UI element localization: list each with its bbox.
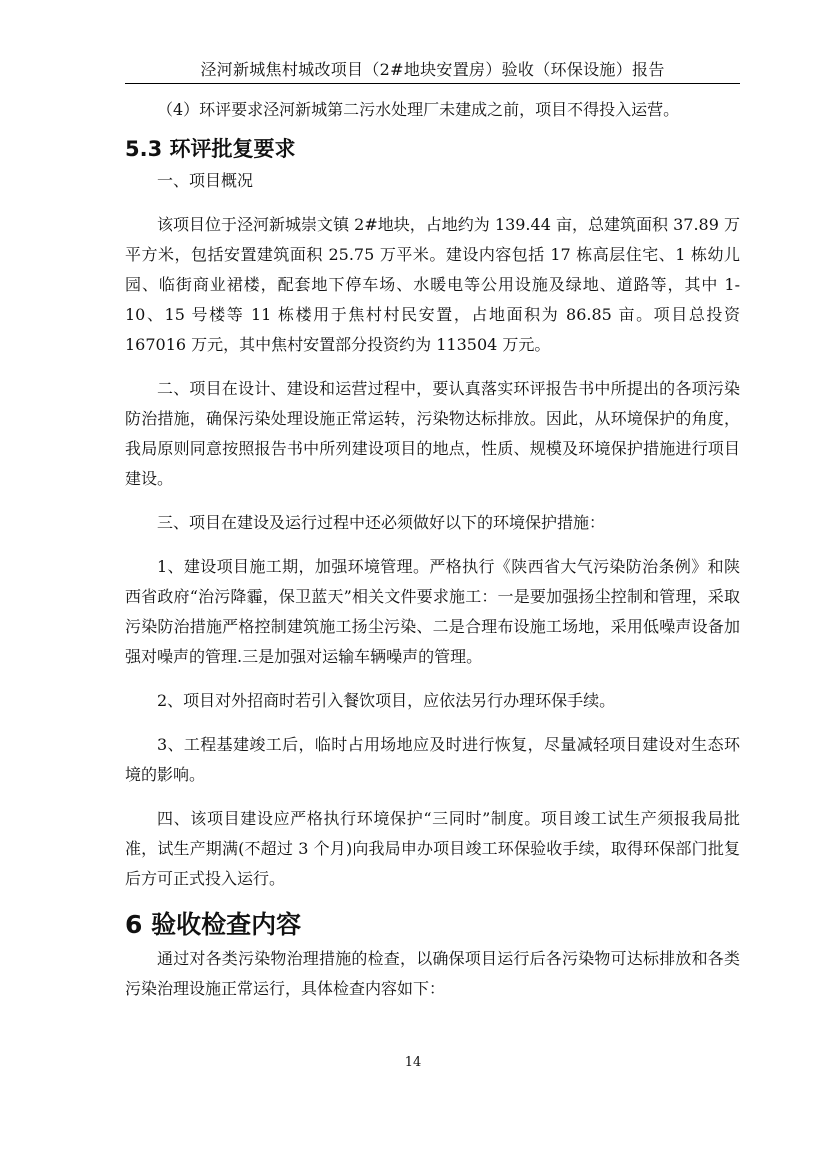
paragraph-measure-3: 3、工程基建竣工后，临时占用场地应及时进行恢复，尽量减轻项目建设对生态环境的影响。 [125,735,740,784]
paragraph-item-two: 二、项目在设计、建设和运营过程中，要认真落实环评报告书中所提出的各项污染防治措施，确保污染处理设施正常运转，污染物达标排放。因此，从环境保护的角度，我局原则同意按照报告书中所列建设项目的地点，性质、规模及环境保护措施进行项目建设。 [125,379,740,488]
section-heading-5-3: 5.3 环评批复要求 [125,137,296,161]
paragraph-project-overview: 该项目位于泾河新城崇文镇 2#地块，占地约为 139.44 亩，总建筑面积 37.89 万平方米，包括安置建筑面积 25.75 万平米。建设内容包括 17 栋高层住宅、1 栋幼儿园、临街商业裙楼，配套地下停车场、水暖电等公用设施及绿地、道路等，其中 1-10、15 号楼等 11 栋楼用于焦村村民安置，占地面积为 86.85 亩。项目总投资 167016 万元，其中焦村安置部分投资约为 113504 万元。 [125,215,740,354]
paragraph-inspection-intro: 通过对各类污染物治理措施的检查，以确保项目运行后各污染物可达标排放和各类污染治理设施正常运行，具体检查内容如下： [125,949,740,998]
header-rule [125,83,740,84]
paragraph-item-4: （4）环评要求泾河新城第二污水处理厂未建成之前，项目不得投入运营。 [157,100,680,119]
running-header: 泾河新城焦村城改项目（2#地块安置房）验收（环保设施）报告 [200,60,665,79]
page-number: 14 [404,1055,422,1070]
paragraph-item-four: 四、该项目建设应严格执行环境保护“三同时”制度。项目竣工试生产须报我局批准，试生产期满(不超过 3 个月)向我局申办项目竣工环保验收手续，取得环保部门批复后方可正式投入运行。 [125,809,740,888]
paragraph-measure-1: 1、建设项目施工期，加强环境管理。严格执行《陕西省大气污染防治条例》和陕西省政府“治污降霾，保卫蓝天”相关文件要求施工：一是要加强扬尘控制和管理，采取污染防治措施严格控制建筑施工扬尘污染、二是合理布设施工场地，采用低噪声设备加强对噪声的管理.三是加强对运输车辆噪声的管理。 [125,557,740,666]
paragraph-project-overview-title: 一、项目概况 [157,171,254,190]
page-body [125,95,740,1004]
paragraph-measure-2: 2、项目对外招商时若引入餐饮项目，应依法另行办理环保手续。 [157,691,616,710]
paragraph-item-three: 三、项目在建设及运行过程中还必须做好以下的环境保护措施： [157,513,606,532]
section-heading-6: 6 验收检查内容 [125,910,302,939]
